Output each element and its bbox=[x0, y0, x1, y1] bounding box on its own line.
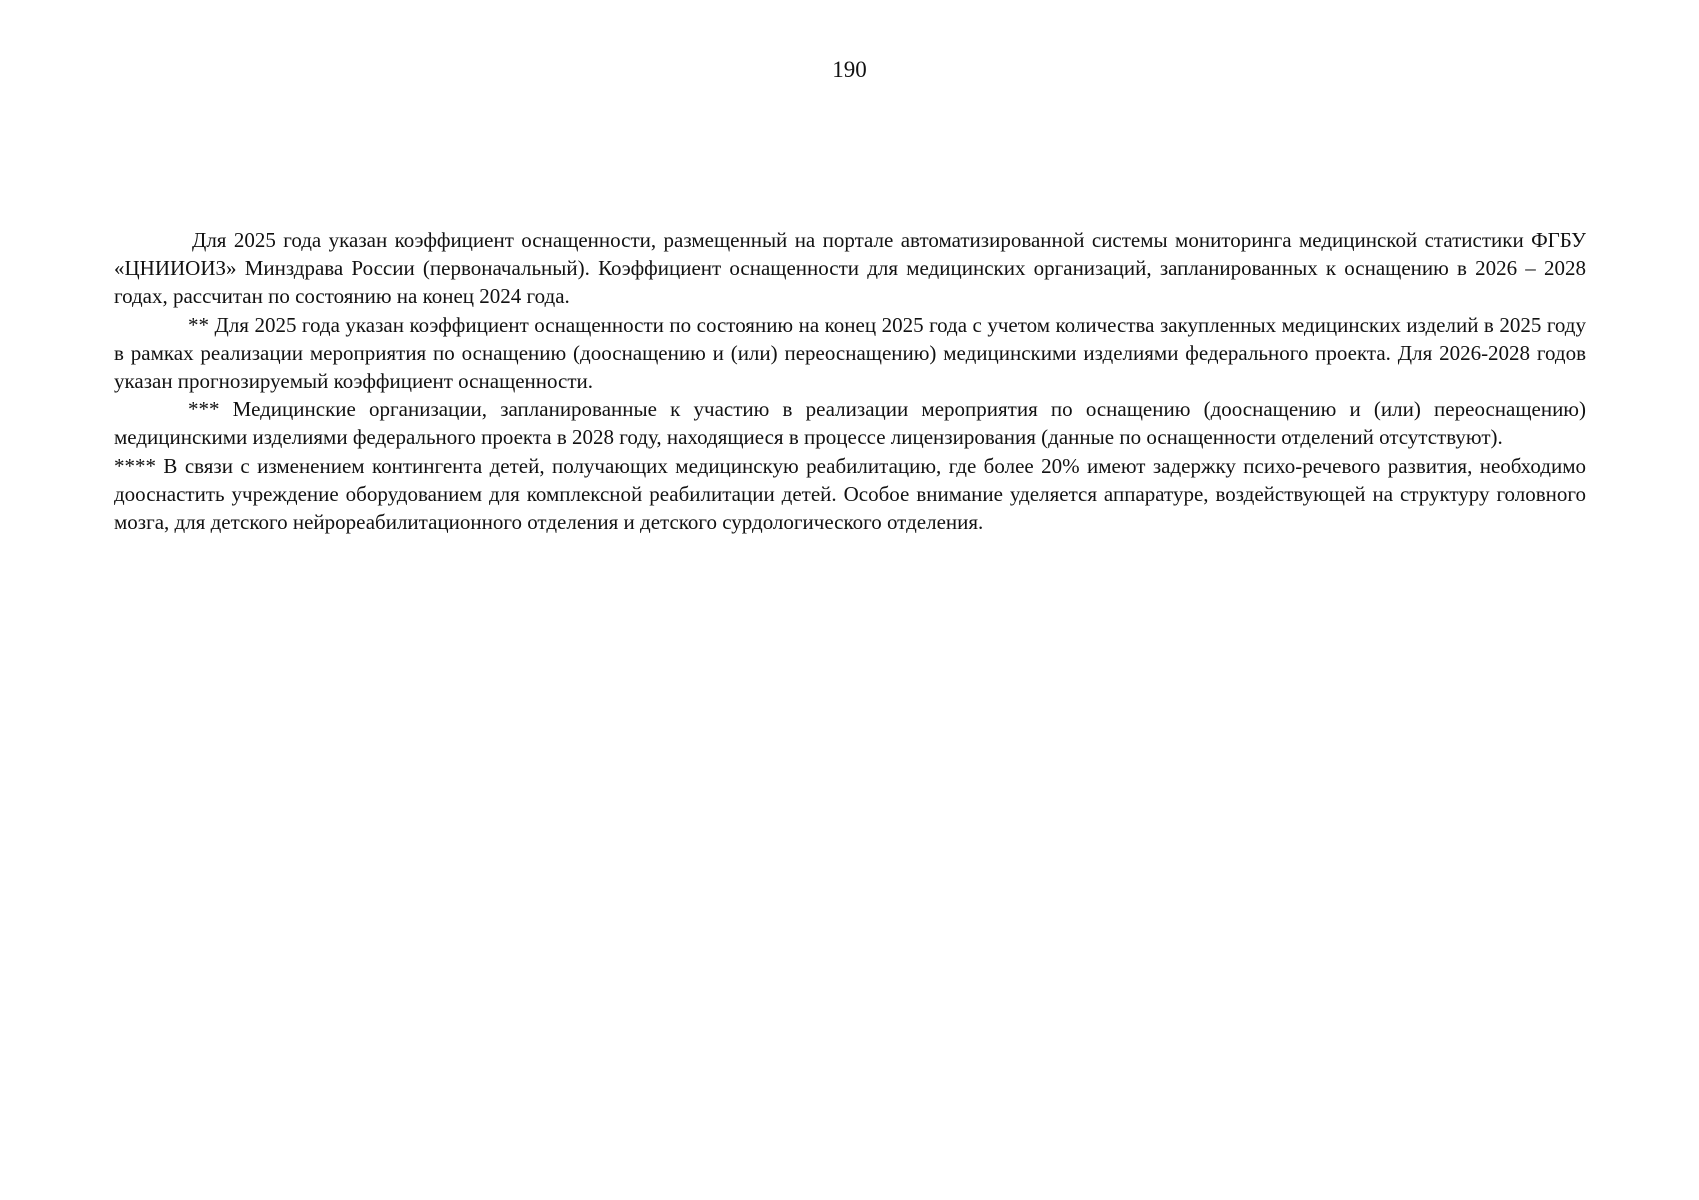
page-number: 190 bbox=[832, 57, 867, 82]
footnote-1: Для 2025 года указан коэффициент оснащенности, размещенный на портале автоматизированной системы мониторинга медицинской статистики ФГБУ «ЦНИИОИЗ» Минздрава России (первоначальный). Коэффициент оснащенности для медицинских организаций, запланированных к оснащению в 2026 – 2028 годах, рассчитан по состоянию на конец 2024 года. bbox=[114, 228, 1586, 309]
footnotes bbox=[114, 226, 1586, 536]
footnote-3: *** Медицинские организации, запланированные к участию в реализации мероприятия по оснащению (дооснащению и (или) переоснащению) медицинскими изделиями федерального проекта в 2028 году, находящиеся в процессе лицензирования (данные по оснащенности отделений отсутствуют). bbox=[114, 397, 1586, 450]
footnote-4: **** В связи с изменением контингента детей, получающих медицинскую реабилитацию, где более 20% имеют задержку психо-речевого развития, необходимо дооснастить учреждение оборудованием для комплексной реабилитации детей. Особое внимание уделяется аппаратуре, воздействующей на структуру головного мозга, для детского нейрореабилитационного отделения и детского сурдологического отделения. bbox=[114, 453, 1586, 535]
footnote-2: ** Для 2025 года указан коэффициент оснащенности по состоянию на конец 2025 года с учетом количества закупленных медицинских изделий в 2025 году в рамках реализации мероприятия по оснащению (дооснащению и (или) переоснащению) медицинскими изделиями федерального проекта. Для 2026-2028 годов указан прогнозируемый коэффициент оснащенности. bbox=[114, 312, 1586, 394]
